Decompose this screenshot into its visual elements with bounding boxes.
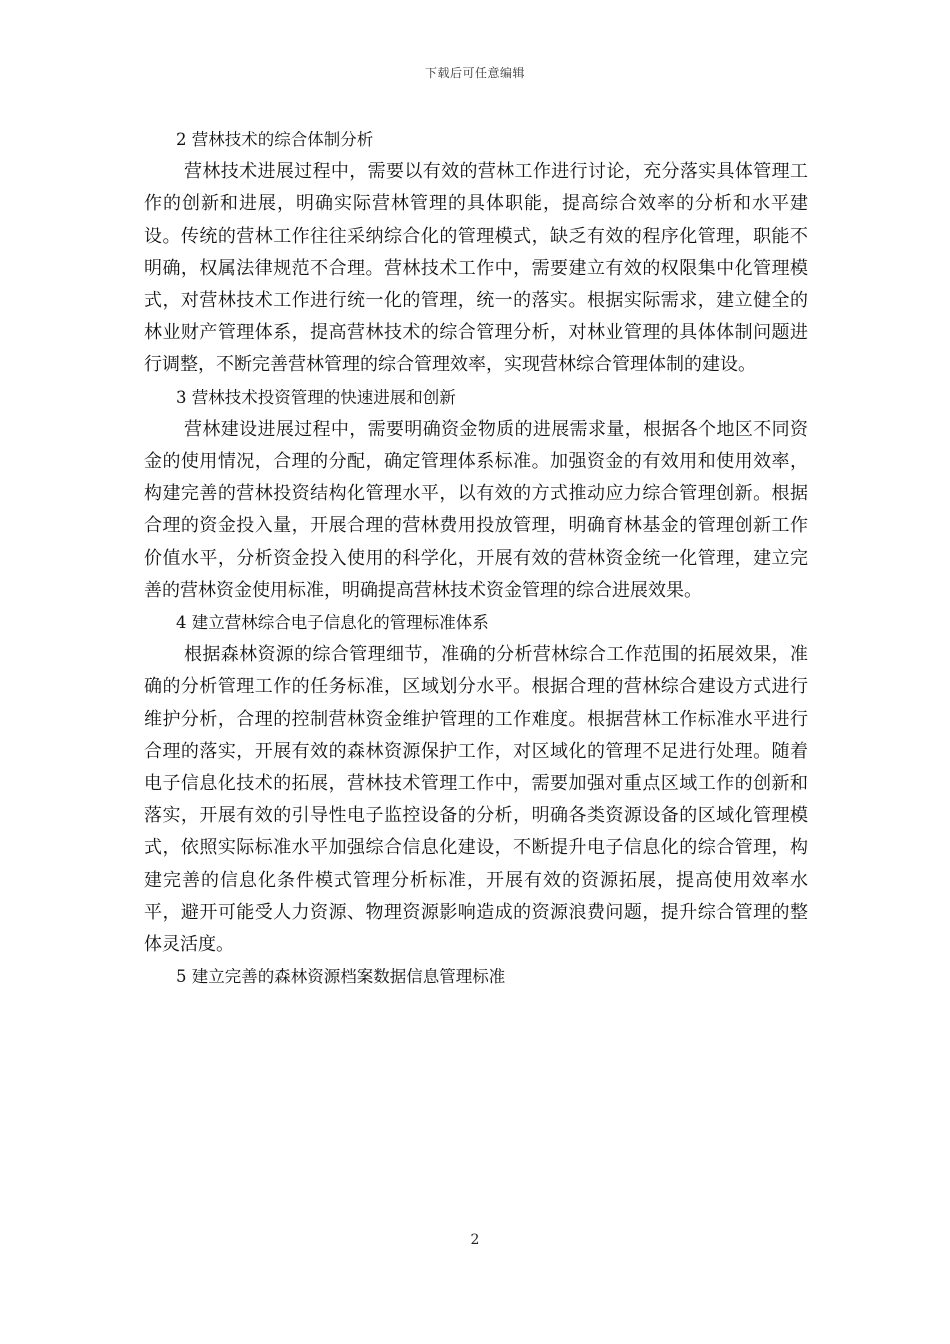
section-2 — [144, 124, 808, 382]
section-5 — [144, 961, 808, 993]
section-4 — [144, 607, 808, 961]
section-heading: 5 建立完善的森林资源档案数据信息管理标准 — [176, 967, 506, 987]
section-paragraph: 营林技术进展过程中，需要以有效的营林工作进行讨论，充分落实具体管理工作的创新和进展，明确实际营林管理的具体职能，提高综合效率的分析和水平建设。传统的营林工作往往采纳综合化的管理模式，缺乏有效的程序化管理，职能不明确，权属法律规范不合理。营林技术工作中，需要建立有效的权限集中化管理模式，对营林技术工作进行统一化的管理，统一的落实。根据实际需求，建立健全的林业财产管理体系，提高营林技术的综合管理分析，对林业管理的具体体制问题进行调整，不断完善营林管理的综合管理效率，实现营林综合管理体制的建设。 — [144, 161, 808, 376]
section-heading: 3 营林技术投资管理的快速进展和创新 — [176, 387, 456, 407]
section-paragraph: 根据森林资源的综合管理细节，准确的分析营林综合工作范围的拓展效果，准确的分析管理工作的任务标准，区域划分水平。根据合理的营林综合建设方式进行维护分析，合理的控制营林资金维护管理的工作难度。根据营林工作标准水平进行合理的落实，开展有效的森林资源保护工作，对区域化的管理不足进行处理。随着电子信息化技术的拓展，营林技术管理工作中，需要加强对重点区域工作的创新和落实，开展有效的引导性电子监控设备的分析，明确各类资源设备的区域化管理模式，依照实际标准水平加强综合信息化建设，不断提升电子信息化的综合管理，构建完善的信息化条件模式管理分析标准，开展有效的资源拓展，提高使用效率水平，避开可能受人力资源、物理资源影响造成的资源浪费问题，提升综合管理的整体灵活度。 — [144, 644, 808, 956]
section-heading: 4 建立营林综合电子信息化的管理标准体系 — [176, 613, 489, 633]
document-body — [144, 124, 808, 993]
section-paragraph: 营林建设进展过程中，需要明确资金物质的进展需求量，根据各个地区不同资金的使用情况，合理的分配，确定管理体系标准。加强资金的有效用和使用效率，构建完善的营林投资结构化管理水平，以有效的方式推动应力综合管理创新。根据合理的资金投入量，开展合理的营林费用投放管理，明确育林基金的管理创新工作价值水平，分析资金投入使用的科学化，开展有效的营林资金统一化管理，建立完善的营林资金使用标准，明确提高营林技术资金管理的综合进展效果。 — [144, 418, 808, 601]
page-header-note: 下载后可任意编辑 — [424, 66, 525, 80]
section-heading: 2 营林技术的综合体制分析 — [176, 130, 374, 149]
section-3 — [144, 382, 808, 607]
page-number: 2 — [470, 1232, 480, 1248]
